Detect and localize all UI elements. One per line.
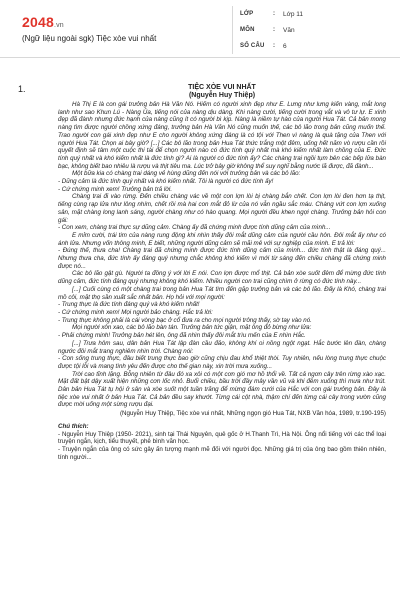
notes-heading: Chú thích:	[58, 422, 89, 430]
story-paragraph: - Trung thực không phải là cái vòng bạc ở cổ đưa ra cho mọi người trông thấy, sờ tay vào nó.	[58, 316, 312, 324]
meta-value: Lớp 11	[283, 10, 304, 18]
story-paragraph: - Cứ chứng minh xem! Mọi người bảo chàng. Hắc trả lời:	[58, 308, 213, 316]
story-paragraph: Một bữa kia có chàng trai dáng vẻ hùng dũng đến nói với trưởng bản và các bô lão:	[72, 170, 301, 178]
story-paragraph: - Đúng thế, thưa cha! Chàng trai đã chứng minh được đức tính dũng cảm của mình... đức tính thật là đáng quý... Nhưng thưa cha, đức tính ấy đáng quý nhưng chắc không khó kiếm vì mới từ sáng đến chiều chàng đã chứng minh được nó...	[58, 247, 386, 270]
citation: (Nguyễn Huy Thiệp, Tiệc xòe vui nhất, Những ngọn gió Hua Tát, NXB Văn hóa, 1989, tr.190-195)	[119, 410, 386, 418]
page-title: (Ngữ liệu ngoài sgk) Tiệc xòe vui nhất	[22, 34, 157, 43]
story-paragraph: Các bô lão gật gù. Người ta đồng ý với lời E nói. Con lợn được mổ thịt. Cả bản xòe suốt đêm để mừng đức tính dũng cảm, đức tính đáng quý nhưng không khó kiếm. Nhiều người con trai cũng chìm ở rừng có đức tính này...	[58, 270, 386, 286]
story-paragraph: Chàng trai đi vào rừng. Đến chiều chàng vác về một con lợn lòi bị chàng bắn chết. Con lợn lòi đen hơn tạ thịt, tiếng cùng rạp lửa như lông nhím, chết rồi mà hai con mắt đỏ lừ của nó vẫn ngầu sắc máu. Chàng vứt con lợn xuống sân, mặt chàng long lanh sáng, người chàng như có hào quang. Mọi người đều khen ngợi chàng. Trưởng bản hỏi con gái:	[58, 193, 386, 224]
site-logo[interactable]	[22, 14, 64, 30]
meta-info-table	[232, 6, 392, 54]
question-number: 1.	[18, 84, 26, 94]
meta-row-class: LỚP : Lớp 11	[232, 6, 392, 22]
story-text	[58, 101, 386, 418]
meta-value: Văn	[283, 26, 295, 34]
story-title: TIỆC XÒE VUI NHẤT	[188, 84, 256, 91]
meta-row-subject: MÔN : Văn	[232, 22, 392, 38]
note-item: - Truyện ngắn của ông có sức gây ấn tượng mạnh mẽ đối với người đọc. Những giá trị của ông bao gồm thiên nhiên, tính người...	[58, 445, 386, 461]
meta-label: MÔN	[240, 27, 255, 33]
meta-value: 6	[283, 42, 287, 50]
logo-text: 2048	[22, 14, 54, 30]
meta-row-question-count: SỐ CÂU : 6	[232, 38, 392, 54]
question-content	[58, 84, 386, 461]
meta-label: LỚP	[240, 11, 254, 17]
story-paragraph: - Con sống trung thực, đâu biết trung thực bao giờ cũng chịu đau khổ thiệt thòi. Tuy nhiên, nếu lòng trung thực chuộc được tội lỗi và mang tình yêu đến được cho thế gian này, xin trời mưa xuống...	[58, 355, 386, 370]
logo-suffix: .vn	[53, 22, 64, 29]
note-item: - Nguyễn Huy Thiệp (1950- 2021), sinh tại Thái Nguyên, quê gốc ở H.Thanh Trì, Hà Nội. Ông nổi tiếng với các thể loại truyện ngắn, kịch, tiểu thuyết, phê bình văn học.	[58, 430, 386, 446]
story-paragraph: Trời cao tĩnh lặng. Bỗng nhiên từ đâu đó xa xôi có một cơn gió mơ hồ thổi về. Tất cả ngơn cây trên rừng xào xạc. Mặt đất bật dậy xuất hiện những cơn lốc nhỏ. Buổi chiều, bầu trời đầy mây vần vũ và khi đêm xuống thì mưa như trút. Dân bản Hua Tát tụ hội ở sân và xòe suốt một tuần trăng để mừng đám cưới của Hắc với con gái trưởng bản. Đây là tiệc xòe vui nhất ở bản Hua Tát. Cả bản đều say khướt. Từng cái cột nhà, thậm chí đến từng cái cây trong vườn cũng được mời uống một sừng rượu đại.	[58, 370, 386, 409]
notes-list	[58, 431, 386, 462]
page-header	[0, 0, 400, 58]
story-paragraph: E mỉm cười, trái tim của nàng rung động khi nhìn thấy đôi mắt dũng cảm của người cầu hôn. Đôi mắt ấy như có ánh lửa. Nhưng vốn thông minh, E biết, những người dũng cảm sẽ mãi mê với sự nghiệp của mình. E trả lời:	[58, 231, 386, 247]
story-paragraph: [...] Cuối cùng có một chàng trai trong bản Hua Tát tìm đến gặp trưởng bản và các bô lão. Đấy là Khó, chàng trai mồ côi, mặt thọ sần xuất sắc nhất bản. Họ hỏi với mọi người:	[58, 285, 386, 301]
story-paragraph: - Cứ chứng minh xem! Trưởng bản trả lời.	[58, 185, 173, 193]
story-paragraph: Mọi người xôn xao, các bô lão bàn tán. Trưởng bản tức giận, mặt ông đỏ bừng như lửa:	[72, 324, 312, 332]
story-author: (Nguyễn Huy Thiệp)	[188, 92, 256, 99]
story-paragraph: - Dũng cảm là đức tính quý nhất và khó kiếm nhất. Tôi là người có đức tính ấy!	[58, 178, 274, 186]
story-paragraph: [...] Trưa hôm sau, dân bản Hua Tát lập đàn cầu đảo, không khí oi nồng ngột ngạt. Hắc bước lên đàn, chàng ngước đôi mắt trang nghiêm nhìn trời. Chàng nói:	[58, 339, 386, 355]
story-paragraph: - Trung thực là đức tính đáng quý và khó kiếm nhất!	[58, 301, 200, 309]
meta-label: SỐ CÂU	[240, 43, 265, 49]
story-paragraph: Hà Thị E là con gái trưởng bản Hà Văn Nó. Hiếm có người xinh đẹp như E. Lưng như lưng kiến vàng, mắt long lanh như sao Khun Lú - Nàng Ủa, tiếng nói của nàng dịu dàng. Khi nàng cười, tiếng cười trong vắt và vô tư lự. E xinh đẹp đã đành nhưng đức hạnh của nàng cũng ít có người bì kịp. Nàng là niềm tự hào của người Hua Tát. Cả bản mong nàng tìm được người chồng xứng đáng, trưởng bản Hà Văn Nó cũng muốn thế, các bô lão trong bản cũng muốn thế. Trao người con gái xinh đẹp như E cho người không xứng đáng là có tội với Then vì nàng là quà tặng của Then với người Hua Tát. Chọn ai bây giờ? [...] Các bô lão trong bản Hua Tát thức trắng một đêm, uống hết năm vò rượu cần rồi quyết định sẽ tâm một cuộc thi tài để chọn người nào có đức tính quý nhất mà khó kiếm nhất làm chồng của E. Đức tính quý nhất và khó kiếm nhất là đức tính gì? Ai là người có đức tính ấy? Các chàng trai ngồi tụm bên các bếp lửa bàn bạc, không biết bao nhiêu là rượu và thịt tiêu ma. Lúc trở bây giờ không thể suy nghĩ bằng nước lã được, đã đành...	[58, 101, 386, 170]
story-paragraph: - Phải chứng minh! Trưởng bản hét lên, ông đã nhìn thấy đôi mắt trìu mến của E nhìn Hắc.	[58, 332, 306, 340]
story-paragraph: - Con xem, chàng trai thực sự dũng cảm. Chàng ấy đã chứng minh được tính dũng cảm của mình...	[58, 224, 331, 232]
